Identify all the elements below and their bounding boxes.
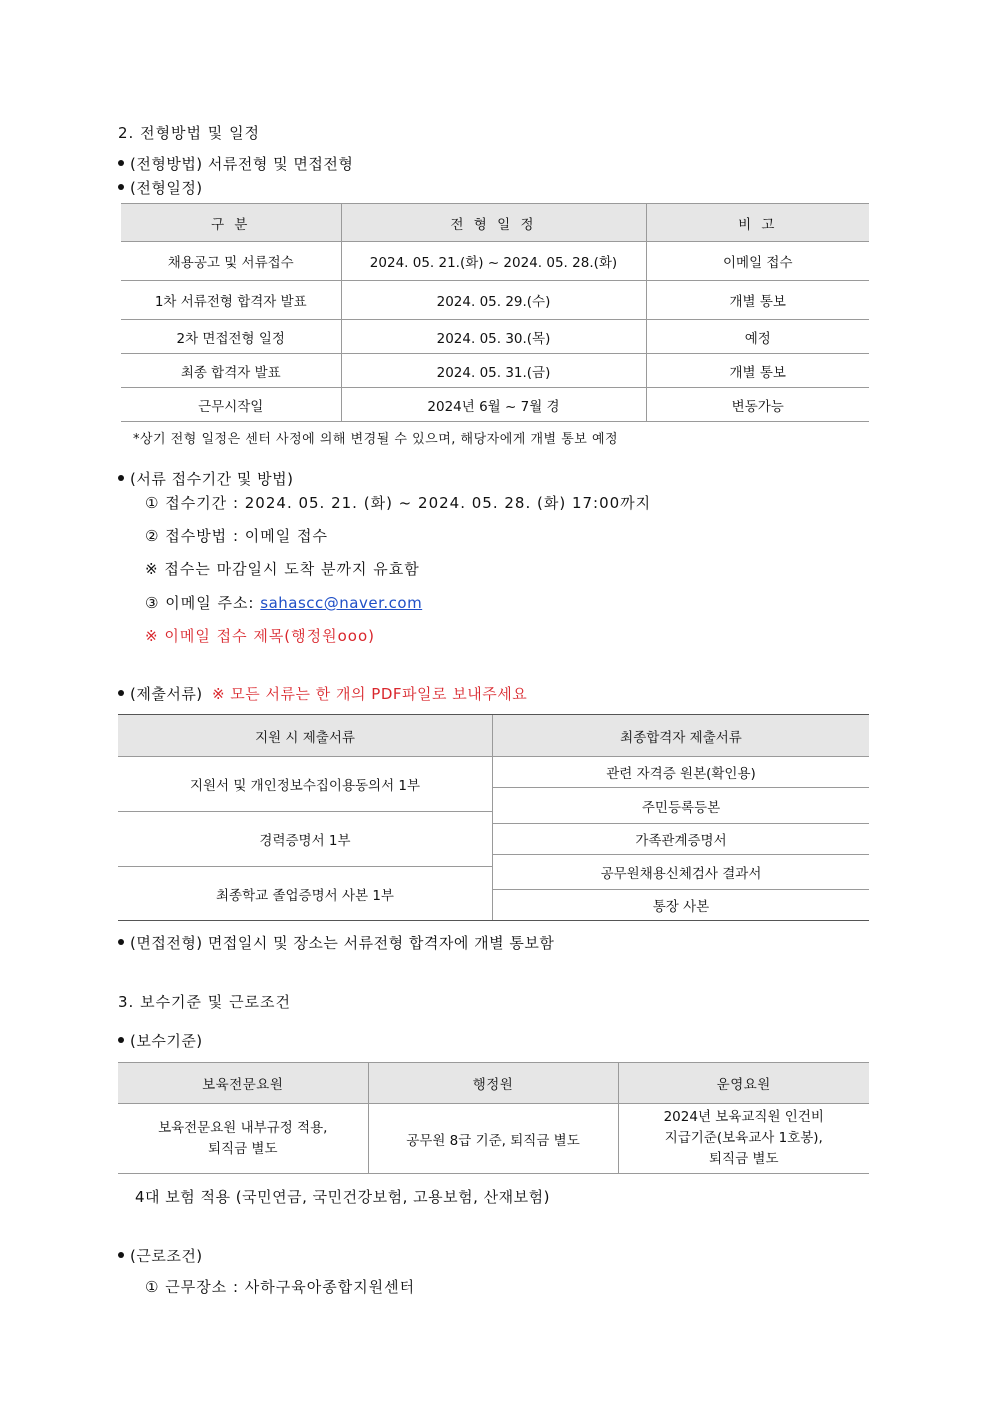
schedule-cell: 변동가능 — [646, 388, 869, 422]
documents-header-apply: 지원 시 제출서류 — [118, 715, 493, 757]
pay-header-operation: 운영요원 — [618, 1063, 869, 1104]
insurance-note: 4대 보험 적용 (국민연금, 국민건강보험, 고용보험, 산재보험) — [135, 1188, 550, 1206]
pay-cell-childcare — [118, 1104, 368, 1174]
bullet-documents — [118, 683, 527, 704]
bullet-method-text: (전형방법) 서류전형 및 면접전형 — [130, 155, 354, 173]
table-row — [121, 242, 869, 281]
documents-right-cell: 주민등록등본 — [493, 788, 869, 824]
bullet-pay-text: (보수기준) — [130, 1032, 203, 1050]
schedule-table — [121, 203, 869, 422]
pay-cell-line: 보육전문요원 내부규정 적용, — [158, 1119, 328, 1136]
schedule-cell: 2024. 05. 31.(금) — [341, 354, 646, 388]
pay-cell-line: 2024년 보육교직원 인건비 — [663, 1109, 824, 1125]
schedule-header-date: 전 형 일 정 — [341, 204, 646, 242]
pay-table — [118, 1062, 869, 1174]
schedule-cell: 2024. 05. 21.(화) ~ 2024. 05. 28.(화) — [341, 242, 646, 281]
email-link[interactable]: sahascc@naver.com — [260, 594, 423, 612]
documents-header-final: 최종합격자 제출서류 — [493, 715, 869, 757]
pay-cell-line: 퇴직금 별도 — [709, 1151, 779, 1167]
schedule-cell: 2024년 6월 ~ 7월 경 — [341, 388, 646, 422]
bullet-dot — [118, 1037, 124, 1043]
schedule-cell: 개별 통보 — [646, 354, 869, 388]
pay-cell-line: 퇴직금 별도 — [208, 1140, 278, 1157]
section-2-heading: 2. 전형방법 및 일정 — [118, 124, 261, 142]
documents-right-cell: 통장 사본 — [652, 899, 710, 915]
table-row — [121, 388, 869, 422]
table-row — [121, 320, 869, 354]
email-subject-note: ※ 이메일 접수 제목(행정원ooo) — [145, 627, 376, 645]
application-method: ② 접수방법 : 이메일 접수 — [145, 527, 328, 545]
workplace-line: ① 근무장소 : 사하구육아종합지원센터 — [145, 1278, 416, 1296]
bullet-method — [118, 153, 353, 174]
schedule-header-note: 비 고 — [646, 204, 869, 242]
schedule-note: *상기 전형 일정은 센터 사정에 의해 변경될 수 있으며, 해당자에게 개별 통보 예정 — [133, 432, 619, 447]
bullet-schedule-text: (전형일정) — [130, 179, 203, 197]
bullet-dot — [118, 184, 124, 190]
application-period: ① 접수기간 : 2024. 05. 21. (화) ~ 2024. 05. 28. (화) 17:00까지 — [145, 494, 652, 512]
documents-left-cell: 지원서 및 개인정보수집이용동의서 1부 — [118, 757, 493, 812]
application-email-line — [145, 592, 422, 613]
pay-cell-line: 지급기준(보육교사 1호봉), — [664, 1130, 823, 1146]
table-row — [121, 281, 869, 320]
pay-header-childcare: 보육전문요원 — [118, 1063, 368, 1104]
pay-header-admin: 행정원 — [368, 1063, 618, 1104]
documents-right-cell: 공무원채용신체검사 결과서 — [493, 855, 869, 890]
bullet-interview — [118, 932, 554, 953]
bullet-conditions — [118, 1245, 203, 1266]
schedule-cell: 채용공고 및 서류접수 — [121, 242, 341, 281]
documents-right-cell: 가족관계증명서 — [493, 824, 869, 855]
pay-cell-operation — [618, 1104, 869, 1174]
schedule-cell: 2024. 05. 29.(수) — [341, 281, 646, 320]
schedule-cell: 1차 서류전형 합격자 발표 — [121, 281, 341, 320]
documents-table — [118, 714, 869, 921]
table-row — [118, 1104, 869, 1174]
table-row — [121, 354, 869, 388]
bullet-conditions-text: (근로조건) — [130, 1247, 203, 1265]
documents-right-cell: 관련 자격증 원본(확인용) — [493, 757, 869, 788]
bullet-pay — [118, 1030, 203, 1051]
schedule-cell: 개별 통보 — [646, 281, 869, 320]
schedule-header-category: 구 분 — [121, 204, 341, 242]
application-validity: ※ 접수는 마감일시 도착 분까지 유효함 — [145, 560, 420, 578]
bullet-dot — [118, 690, 124, 696]
bullet-dot — [118, 475, 124, 481]
bullet-dot — [118, 1252, 124, 1258]
bullet-interview-text: (면접전형) 면접일시 및 장소는 서류전형 합격자에 개별 통보함 — [130, 934, 555, 952]
documents-left-cell: 경력증명서 1부 — [118, 812, 493, 867]
schedule-cell: 이메일 접수 — [646, 242, 869, 281]
pay-cell-admin: 공무원 8급 기준, 퇴직금 별도 — [368, 1104, 618, 1174]
bullet-application-text: (서류 접수기간 및 방법) — [130, 470, 294, 488]
documents-note: ※ 모든 서류는 한 개의 PDF파일로 보내주세요 — [211, 685, 528, 703]
schedule-cell: 근무시작일 — [121, 388, 341, 422]
documents-left-cell: 최종학교 졸업증명서 사본 1부 — [118, 867, 493, 920]
bullet-dot — [118, 160, 124, 166]
schedule-cell: 2차 면접전형 일정 — [121, 320, 341, 354]
bullet-application — [118, 468, 293, 489]
email-prefix: ③ 이메일 주소: — [145, 594, 261, 612]
bullet-documents-text: (제출서류) — [130, 685, 203, 703]
bullet-dot — [118, 939, 124, 945]
schedule-cell: 2024. 05. 30.(목) — [341, 320, 646, 354]
section-3-heading: 3. 보수기준 및 근로조건 — [118, 993, 292, 1011]
schedule-cell: 최종 합격자 발표 — [121, 354, 341, 388]
bullet-schedule — [118, 177, 203, 198]
schedule-cell: 예정 — [646, 320, 869, 354]
